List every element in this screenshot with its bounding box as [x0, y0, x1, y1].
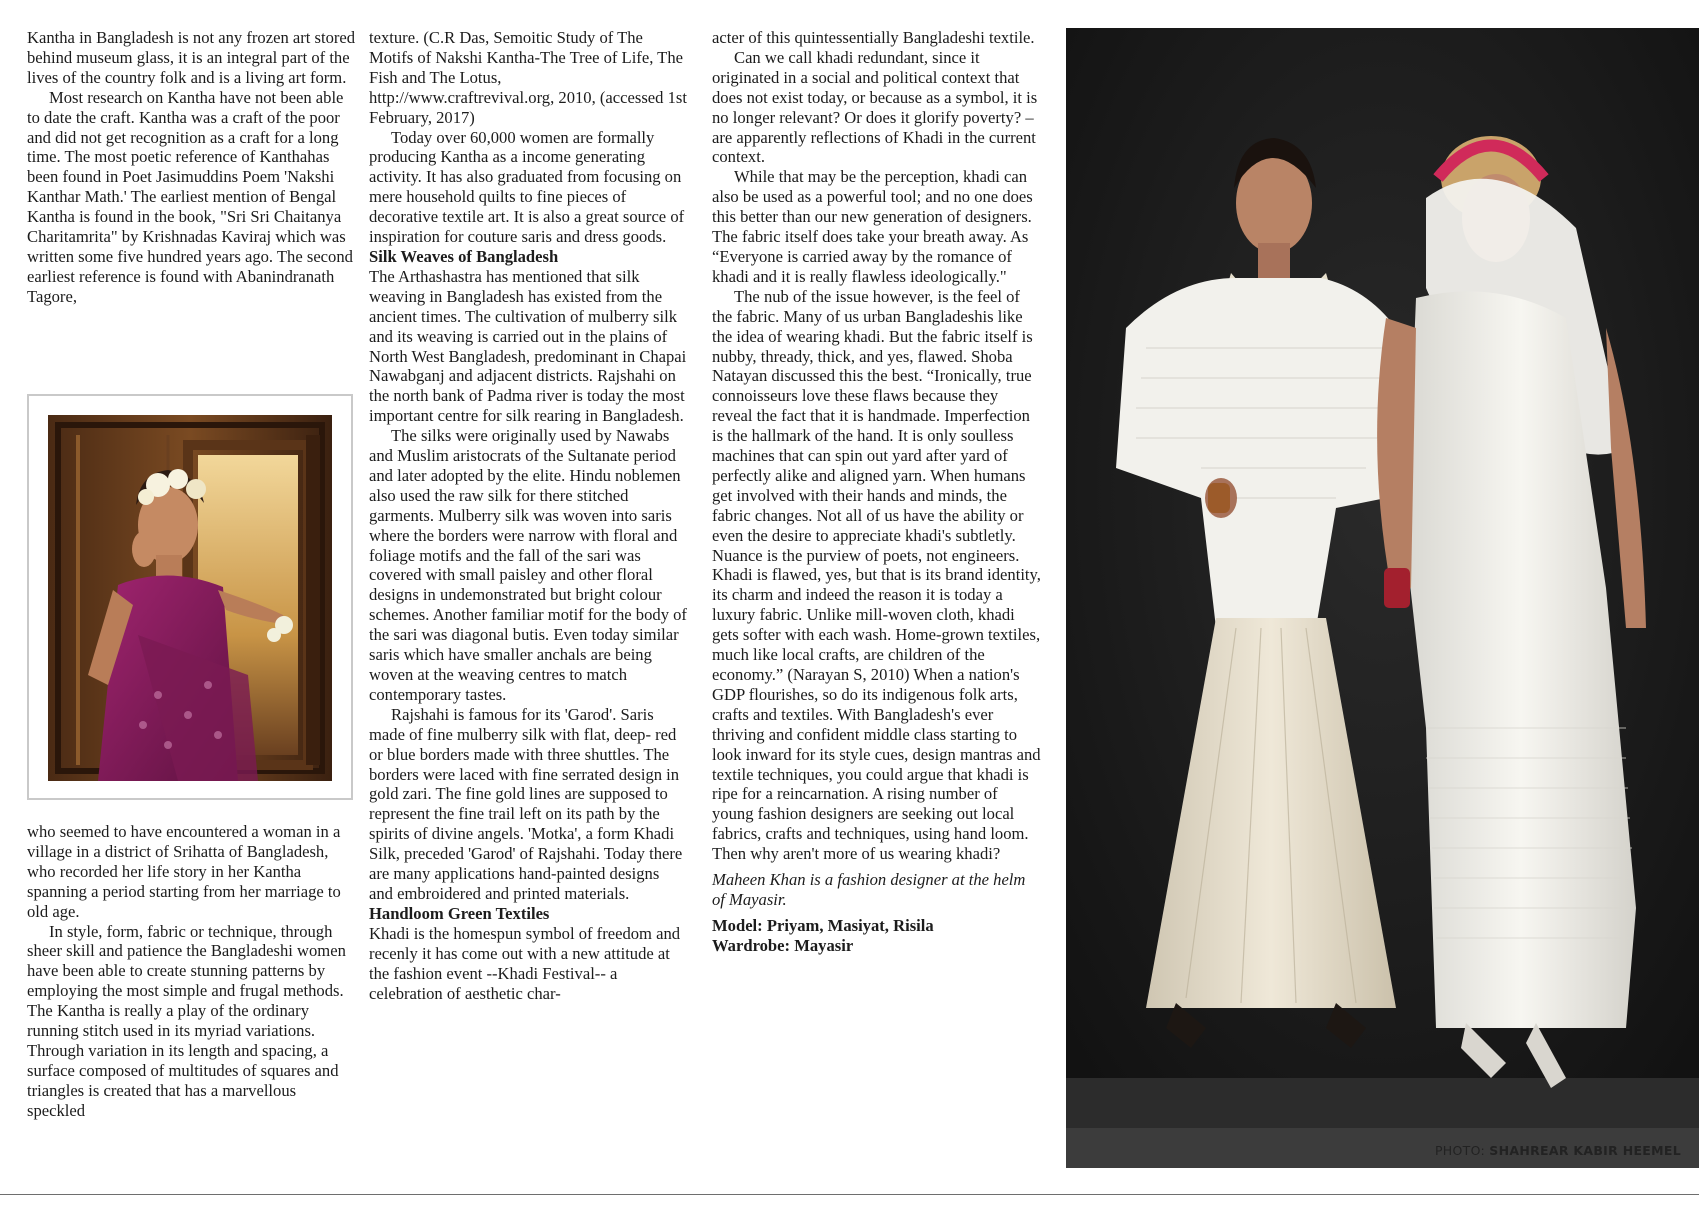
bottom-divider: [0, 1194, 1699, 1195]
article-column-3: [712, 28, 1042, 956]
paragraph: Can we call khadi redundant, since it originated in a social and political context that does not exist today, or because as a symbol, it is no longer relevant? Or does it glorify poverty? – are apparently reflections of Khadi in the current context.: [712, 47, 1038, 167]
paragraph: The silks were originally used by Nawabs and Muslim aristocrats of the Sultanate period and later adopted by the elite. Hindu noblemen also used the raw silk for there stitched garments. Mulberry silk was woven into saris where the borders were narrow with floral and foliage motifs and the fall of the sari was covered with small paisley and other floral designs in undemonstrated but bright colour schemes. Another familiar motif for the body of the sari was diagonal butis. Even today similar saris which have smaller anchals are being woven at the weaving centres to match contemporary tastes.: [369, 426, 687, 704]
article-column-1-bottom: [27, 822, 357, 1121]
paragraph: Rajshahi is famous for its 'Garod'. Saris made of fine mulberry silk with flat, deep- red or blue borders made with three shuttles. The borders were laced with fine serrated design in gold zari. The fine gold lines are supposed to represent the fine trail left on its path by the spirits of divine angels. 'Motka', a form Khadi Silk, preceded 'Garod' of Rajshahi. Today there are many applications hand-painted designs and embroidered and printed materials.: [369, 704, 683, 903]
paragraph: Most research on Kantha have not been able to date the craft. Kantha was a craft of the poor and did not get recognition as a craft for a long time. The most poetic reference of Kanthahas been found in Poet Jasimuddins Poem 'Nakshi Kanthar Math.' The earliest mention of Bengal Kantha is found in the book, "Sri Sri Chaitanya Charitamrita" by Krishnadas Kaviraj which was written some five hundred years ago. The second earliest reference is found with Abanindranath Tagore,: [27, 87, 353, 306]
article-column-1-top: [27, 28, 357, 307]
photo-credit-prefix: PHOTO:: [1434, 1143, 1485, 1158]
paragraph: Today over 60,000 women are formally producing Kantha as a income generating activity. It has also graduated from focusing on mere household quilts to fine pieces of decorative textile art. It is also a great source of inspiration for couture saris and dress goods.: [369, 127, 685, 247]
paragraph: acter of this quintessentially Bangladeshi textile.: [712, 28, 1035, 47]
paragraph: While that may be the perception, khadi can also be used as a powerful tool; and no one does this better than our new generation of designers. The fabric itself does take your breath away. As “Everyone is carried away by the romance of khadi and it is really flawless ideologically.": [712, 167, 1033, 286]
paragraph: In style, form, fabric or technique, through sheer skill and patience the Bangladeshi women have been able to create stunning patterns by employing the most simple and frugal methods. The Kantha is really a play of the ordinary running stitch used in its myriad variations. Through variation in its length and spacing, a surface composed of multitudes of squares and triangles is created that has a marvellous speckled: [27, 921, 346, 1120]
section-heading: Silk Weaves of Bangladesh: [369, 246, 559, 266]
paragraph: The nub of the issue however, is the feel of the fabric. Many of us urban Bangladeshis like the idea of wearing khadi. But the fabric itself is nubby, thready, thick, and yes, flawed. Shoba Natayan discussed this the best. “Ironically, true connoisseurs love these flaws because they reveal the fact that it is handmade. Imperfection is the hallmark of the hand. It is only soulless machines that can spin out yard after yard of perfectly alike and aligned yarn. When humans get involved with their hands and minds, the fabric changes. Not all of us have the ability or even the desire to appreciate khadi's subtletly. Nuance is the purview of poets, not engineers. Khadi is flawed, yes, but that is its brand identity, its charm and indeed the reason it is today a luxury fabric. Unlike mill-woven cloth, khadi gets softer with each wash. Home-grown textiles, much like local crafts, are children of the economy.” (Narayan S, 2010) When a nation's GDP flourishes, so do its indigenous folk arts, crafts and textiles. With Bangladesh's ever thriving and confident middle class starting to look inward for its style cues, design mantras and textile techniques, you could argue that khadi is ripe for a reincarnation. A rising number of young fashion designers are seeking out local fabrics, crafts and techniques, using hand loom. Then why aren't more of us wearing khadi?: [712, 286, 1041, 864]
paragraph: Khadi is the homespun symbol of freedom and recenly it has come out with a new attitude at the fashion event --Khadi Festival-- a celebration of aesthetic char-: [369, 923, 681, 1003]
fashion-photo: [1066, 28, 1699, 1168]
author-note: Maheen Khan is a fashion designer at the helm of Mayasir.: [712, 870, 1026, 909]
section-heading: Handloom Green Textiles: [369, 903, 550, 923]
photographer-name: SHAHREAR KABIR HEEMEL: [1489, 1143, 1681, 1158]
article-column-2: [369, 28, 687, 1003]
paragraph: The Arthashastra has mentioned that silk weaving in Bangladesh has existed from the ancient times. The cultivation of mulberry silk and its weaving is carried out in the plains of North West Bangladesh, predominant in Chapai Nawabganj and adjacent districts. Rajshahi on the north bank of Padma river is today the most important centre for silk rearing in Bangladesh.: [369, 266, 687, 426]
paragraph: texture. (C.R Das, Semoitic Study of The Motifs of Nakshi Kantha-The Tree of Life, The Fish and The Lotus, http://www.craftrevival.org, 2010, (accessed 1st February, 2017): [369, 28, 687, 127]
photo-credit: [1435, 1143, 1681, 1158]
paragraph: who seemed to have encountered a woman in a village in a district of Srihatta of Bangladesh, who recorded her life story in her Kantha spanning a period starting from her marriage to old age.: [27, 822, 341, 921]
wardrobe-credit: Wardrobe: Mayasir: [712, 935, 854, 955]
paragraph: Kantha in Bangladesh is not any frozen art stored behind museum glass, it is an integral part of the lives of the country folk and is a living art form.: [27, 28, 356, 87]
sari-model-photo: [48, 415, 332, 781]
model-credit: Model: Priyam, Masiyat, Risila: [712, 915, 934, 935]
inset-photo-frame: [27, 394, 353, 800]
khadi-models-photo: [1066, 28, 1699, 1168]
